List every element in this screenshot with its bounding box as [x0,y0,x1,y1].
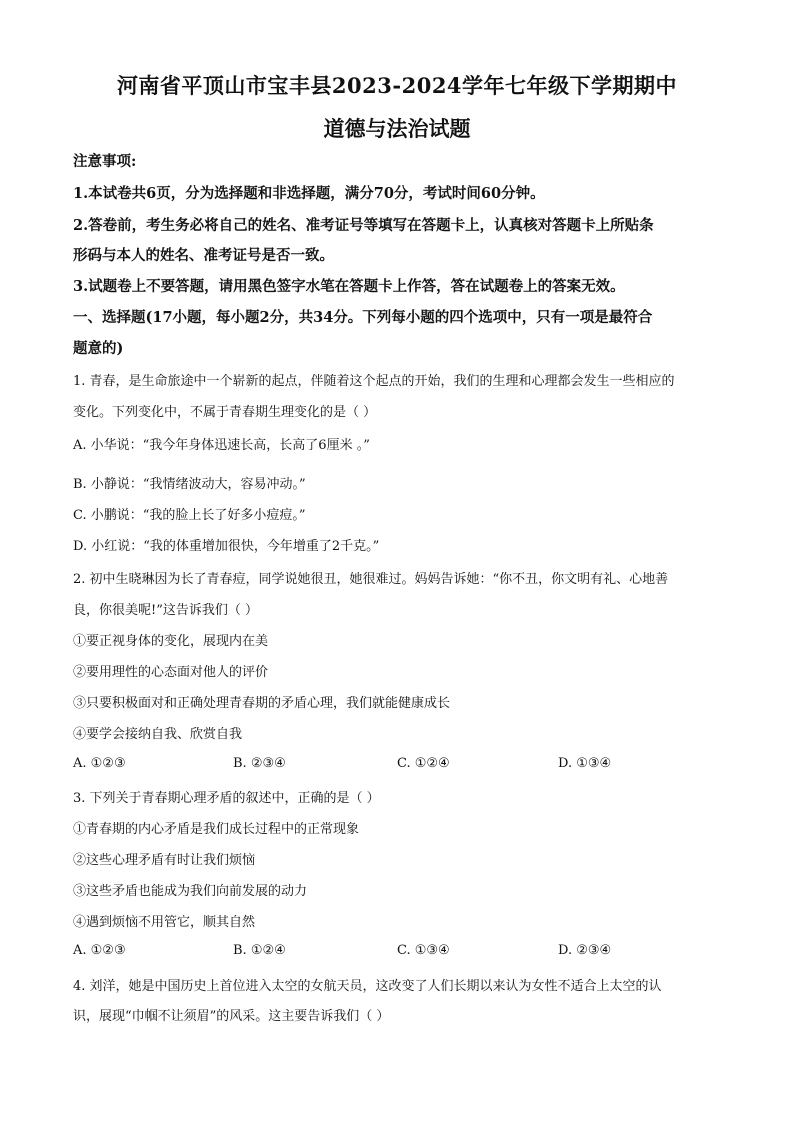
question-2-option-a: A. ①②③ [73,756,126,771]
question-2-statement-3: ③只要积极面对和正确处理青春期的矛盾心理，我们就能健康成长 [73,696,451,711]
section-heading: 一、选择题(17小题，每小题2分，共34分。下列每小题的四个选项中，只有一项是最符合 [73,309,653,326]
notice-item-3: 3.试题卷上不要答题，请用黑色签字水笔在答题卡上作答，答在试题卷上的答案无效。 [73,278,625,295]
notice-item-2: 2.答卷前，考生务必将自己的姓名、准考证号等填写在答题卡上，认真核对答题卡上所贴条 [73,217,654,234]
question-4-stem-cont: 识，展现“巾帼不让须眉”的风采。这主要告诉我们（ ） [73,1009,390,1024]
page-subtitle: 道德与法治试题 [323,116,471,141]
question-1-stem: 1. 青春，是生命旅途中一个崭新的起点，伴随着这个起点的开始，我们的生理和心理都会发生一些相应的 [73,374,675,389]
question-1-option-b: B. 小静说：“我情绪波动大，容易冲动。” [73,477,306,492]
notice-item-2-cont: 形码与本人的姓名、准考证号是否一致。 [73,247,334,264]
question-2-option-d: D. ①③④ [558,756,612,771]
question-2-option-b: B. ②③④ [233,756,286,771]
question-2-statement-4: ④要学会接纳自我、欣赏自我 [73,727,243,742]
question-3-option-a: A. ①②③ [73,943,126,958]
question-1-option-c: C. 小鹏说：“我的脸上长了好多小痘痘。” [73,508,306,523]
question-3-statement-1: ①青春期的内心矛盾是我们成长过程中的正常现象 [73,822,360,837]
question-3-option-d: D. ②③④ [558,943,612,958]
question-1-option-a: A. 小华说：“我今年身体迅速长高，长高了6厘米 。” [73,438,370,453]
question-3-statement-2: ②这些心理矛盾有时让我们烦恼 [73,853,256,868]
question-2-stem: 2. 初中生晓琳因为长了青春痘，同学说她很丑，她很难过。妈妈告诉她：“你不丑，你文明有礼、心地善 [73,572,669,587]
question-2-option-c: C. ①②④ [397,756,450,771]
question-2-stem-cont: 良，你很美呢!”这告诉我们（ ） [73,603,259,618]
question-1-stem-cont: 变化。下列变化中，不属于青春期生理变化的是（ ） [73,405,377,420]
question-4-stem: 4. 刘洋，她是中国历史上首位进入太空的女航天员，这改变了人们长期以来认为女性不适合上太空的认 [73,979,662,994]
question-3-option-b: B. ①②④ [233,943,286,958]
question-3-stem: 3. 下列关于青春期心理矛盾的叙述中，正确的是（ ） [73,791,380,806]
question-2-statement-1: ①要正视身体的变化，展现内在美 [73,634,269,649]
question-2-statement-2: ②要用理性的心态面对他人的评价 [73,665,269,680]
question-1-option-d: D. 小红说：“我的体重增加很快，今年增重了2千克。” [73,539,380,554]
section-heading-cont: 题意的) [73,340,124,357]
question-3-option-c: C. ①③④ [397,943,450,958]
question-3-statement-4: ④遇到烦恼不用管它，顺其自然 [73,915,256,930]
question-3-statement-3: ③这些矛盾也能成为我们向前发展的动力 [73,884,308,899]
notice-heading: 注意事项: [73,153,137,170]
page-title: 河南省平顶山市宝丰县2023-2024学年七年级下学期期中 [116,73,678,98]
notice-item-1: 1.本试卷共6页，分为选择题和非选择题，满分70分，考试时间60分钟。 [73,185,545,202]
